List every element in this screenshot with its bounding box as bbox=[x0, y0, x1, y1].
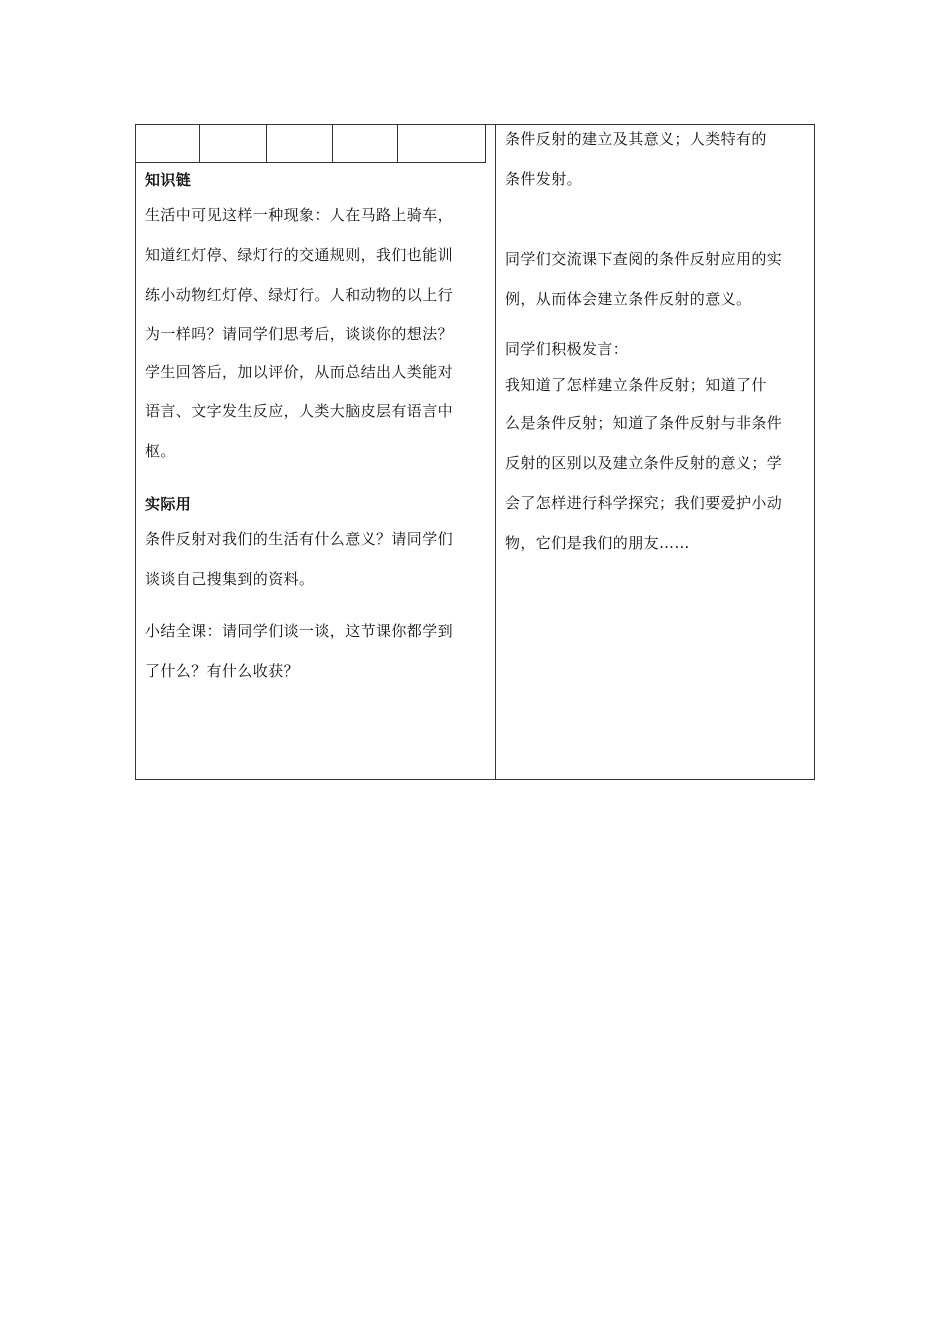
cell-divider bbox=[397, 125, 398, 162]
lesson-table bbox=[135, 124, 815, 780]
summary-line: 了什么？有什么收获？ bbox=[145, 662, 300, 680]
cell-divider bbox=[199, 125, 200, 162]
exchange-line: 例，从而体会建立条件反射的意义。 bbox=[505, 290, 752, 308]
student-activity-column bbox=[505, 125, 810, 563]
knowledge-line: 枢。 bbox=[145, 442, 176, 460]
summary-line: 小结全课：请同学们谈一谈，这节课你都学到 bbox=[145, 622, 454, 640]
speech-line: 物，它们是我们的朋友…… bbox=[505, 534, 690, 552]
practice-line: 谈谈自己搜集到的资料。 bbox=[145, 570, 315, 588]
knowledge-heading: 知识链 bbox=[145, 171, 192, 189]
knowledge-line: 练小动物红灯停、绿灯行。人和动物的以上行 bbox=[145, 286, 454, 304]
exchange-line: 同学们交流课下查阅的条件反射应用的实 bbox=[505, 250, 783, 268]
knowledge-line: 语言、文字发生反应，人类大脑皮层有语言中 bbox=[145, 402, 454, 420]
objective-line: 条件发射。 bbox=[505, 170, 583, 188]
practice-heading: 实际用 bbox=[145, 495, 192, 513]
speech-heading: 同学们积极发言： bbox=[505, 340, 629, 358]
speech-line: 么是条件反射；知道了条件反射与非条件 bbox=[505, 414, 783, 432]
header-empty-cells bbox=[136, 125, 486, 163]
cell-divider bbox=[332, 125, 333, 162]
knowledge-line: 知道红灯停、绿灯行的交通规则，我们也能训 bbox=[145, 246, 454, 264]
speech-line: 我知道了怎样建立条件反射；知道了什 bbox=[505, 376, 767, 394]
column-divider bbox=[495, 125, 496, 779]
objective-line: 条件反射的建立及其意义；人类特有的 bbox=[505, 130, 767, 148]
speech-line: 会了怎样进行科学探究；我们要爱护小动 bbox=[505, 494, 783, 512]
knowledge-line: 生活中可见这样一种现象：人在马路上骑车， bbox=[145, 206, 454, 224]
knowledge-line: 学生回答后，加以评价，从而总结出人类能对 bbox=[145, 363, 454, 381]
cell-divider bbox=[266, 125, 267, 162]
speech-line: 反射的区别以及建立条件反射的意义；学 bbox=[505, 454, 783, 472]
teacher-activity-column bbox=[145, 165, 490, 691]
knowledge-line: 为一样吗？请同学们思考后，谈谈你的想法？ bbox=[145, 325, 454, 343]
practice-line: 条件反射对我们的生活有什么意义？请同学们 bbox=[145, 530, 454, 548]
